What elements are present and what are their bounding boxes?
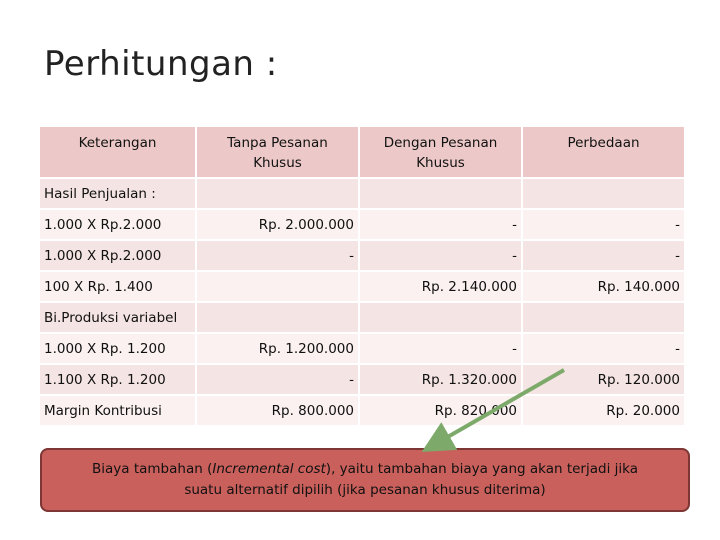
row-label: 100 X Rp. 1.400: [40, 272, 195, 301]
cell-dengan: Rp. 820.000: [360, 396, 521, 425]
callout-text-line2: suatu alternatif dipilih (jika pesanan khusus diterima): [184, 482, 546, 498]
cell-dengan: Rp. 1.320.000: [360, 365, 521, 394]
header-tanpa-line2: Khusus: [253, 155, 302, 171]
row-label: Bi.Produksi variabel: [40, 303, 195, 332]
row-label: 1.000 X Rp. 1.200: [40, 334, 195, 363]
cell-perbedaan: Rp. 20.000: [523, 396, 684, 425]
callout-text-after: ), yaitu tambahan biaya yang akan terjadi jika: [325, 461, 638, 477]
cell-perbedaan: -: [523, 334, 684, 363]
row-label: 1.000 X Rp.2.000: [40, 241, 195, 270]
cell-dengan: -: [360, 210, 521, 239]
row-label: 1.100 X Rp. 1.200: [40, 365, 195, 394]
cell-tanpa: -: [197, 241, 358, 270]
slide-title: Perhitungan :: [44, 44, 278, 84]
row-label: 1.000 X Rp.2.000: [40, 210, 195, 239]
cell-tanpa: Rp. 1.200.000: [197, 334, 358, 363]
cell-perbedaan: -: [523, 241, 684, 270]
cell-dengan: Rp. 2.140.000: [360, 272, 521, 301]
cell-tanpa: Rp. 2.000.000: [197, 210, 358, 239]
callout-text-before: Biaya tambahan (: [92, 461, 213, 477]
arrow-line: [432, 370, 564, 446]
header-dengan-line2: Khusus: [416, 155, 465, 171]
cell-dengan: -: [360, 334, 521, 363]
header-keterangan-label: Keterangan: [78, 135, 157, 151]
row-label: Margin Kontribusi: [40, 396, 195, 425]
header-dengan-line1: Dengan Pesanan: [383, 135, 498, 151]
callout-text-italic: Incremental cost: [212, 461, 326, 477]
cell-perbedaan: Rp. 120.000: [523, 365, 684, 394]
header-perbedaan-label: Perbedaan: [567, 135, 640, 151]
row-label: Hasil Penjualan :: [40, 179, 195, 208]
cell-tanpa: -: [197, 365, 358, 394]
cell-tanpa: Rp. 800.000: [197, 396, 358, 425]
cell-dengan: -: [360, 241, 521, 270]
header-tanpa-line1: Tanpa Pesanan: [227, 135, 328, 151]
cell-perbedaan: -: [523, 210, 684, 239]
cell-perbedaan: Rp. 140.000: [523, 272, 684, 301]
